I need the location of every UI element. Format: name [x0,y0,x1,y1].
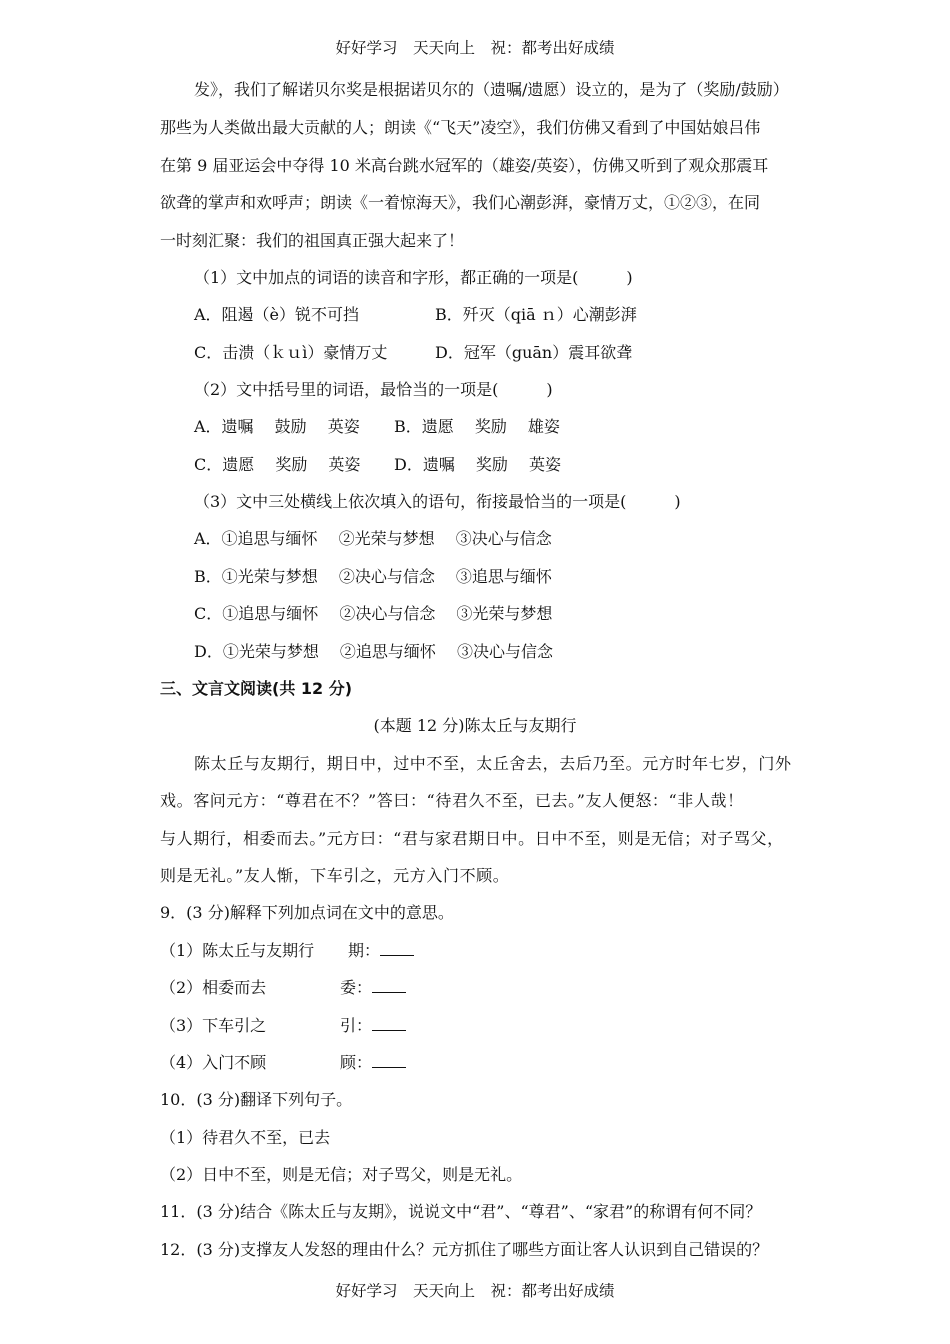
answer-blank[interactable] [372,978,406,993]
q12: 12．(3 分)支撑友人发怒的理由什么？元方抓住了哪些方面让客人认识到自己错误的？ [160,1240,769,1259]
q1-option-c: C．击溃（ｋｕì）豪情万丈 [194,343,388,362]
q10-item: （2）日中不至，则是无信；对子骂父，则是无礼。 [160,1165,523,1184]
q2-option-a: A．遗嘱 鼓励 英姿 [194,417,360,436]
q9-item-phrase: （2）相委而去 [160,978,267,997]
answer-blank[interactable] [372,1016,406,1031]
q2-option-b: B．遗愿 奖励 雄姿 [394,417,560,436]
answer-blank[interactable] [380,941,414,956]
q10-stem: 10．(3 分)翻译下列句子。 [160,1090,353,1109]
answer-blank[interactable] [372,1053,406,1068]
q10-item: （1）待君久不至，已去 [160,1128,331,1147]
classical-title: (本题 12 分)陈太丘与友期行 [373,716,577,735]
classical-text-line: 戏。客问元方：“尊君在不？”答曰：“待君久不至，已去。”友人便怒：“非人哉！ [160,791,744,810]
classical-text-line: 陈太丘与友期行，期日中，过中不至，太丘舍去，去后乃至。元方时年七岁，门外 [194,754,792,773]
q2-option-c: C．遗愿 奖励 英姿 [194,455,361,474]
q9-item-phrase: （1）陈太丘与友期行 [160,941,315,960]
q1-option-d: D．冠军（guān）震耳欲聋 [435,343,633,362]
q9-stem: 9．(3 分)解释下列加点词在文中的意思。 [160,903,454,922]
section-title: 三、文言文阅读(共 12 分) [160,679,353,698]
passage-line: 那些为人类做出最大贡献的人；朗读《“飞天”凌空》，我们仿佛又看到了中国姑娘吕伟 [160,118,761,137]
q9-item-answer [340,1053,406,1073]
q9-item-phrase: （4）入门不顾 [160,1053,267,1072]
q3-stem: （3）文中三处横线上依次填入的语句，衔接最恰当的一项是( ) [194,492,681,511]
q1-option-a: A．阻遏（è）锐不可挡 [194,305,360,324]
q3-option-b: B．①光荣与梦想 ②决心与信念 ③追思与缅怀 [194,567,552,586]
q1-option-b: B．歼灭（qiā ｎ）心潮彭湃 [435,305,637,324]
passage-line: 一时刻汇聚：我们的祖国真正强大起来了！ [160,231,465,250]
q9-item-word: 顾： [340,1053,373,1072]
q3-option-d: D．①光荣与梦想 ②追思与缅怀 ③决心与信念 [194,642,554,661]
q2-option-d: D．遗嘱 奖励 英姿 [394,455,562,474]
q9-item-word: 委： [340,978,373,997]
q9-item-word: 期： [348,941,381,960]
classical-text-line: 与人期行，相委而去。”元方曰：“君与家君期日中。日中不至，则是无信；对子骂父， [160,829,784,848]
q3-option-c: C．①追思与缅怀 ②决心与信念 ③光荣与梦想 [194,604,553,623]
q11: 11．(3 分)结合《陈太丘与友期》，说说文中“君”、“尊君”、“家君”的称谓有何不同？ [160,1202,762,1221]
q9-item-phrase: （3）下车引之 [160,1016,267,1035]
q2-stem: （2）文中括号里的词语，最恰当的一项是( ) [194,380,553,399]
page-header: 好好学习 天天向上 祝：都考出好成绩 [335,39,615,57]
passage-line: 欲聋的掌声和欢呼声；朗读《一着惊海天》，我们心潮彭湃，豪情万丈，①②③，在同 [160,193,761,212]
page-footer: 好好学习 天天向上 祝：都考出好成绩 [335,1282,615,1300]
passage-line: 在第 9 届亚运会中夺得 10 米高台跳水冠军的（雄姿/英姿），仿佛又听到了观众那震耳 [160,156,769,175]
q1-stem: （1）文中加点的词语的读音和字形，都正确的一项是( ) [194,268,633,287]
q9-item-word: 引： [340,1016,373,1035]
q9-item-answer [340,978,406,998]
passage-line: 发》，我们了解诺贝尔奖是根据诺贝尔的（遗嘱/遗愿）设立的，是为了（奖励/鼓励） [194,80,789,99]
q9-item-answer [340,1016,406,1036]
classical-text-line: 则是无礼。”友人惭，下车引之，元方入门不顾。 [160,866,510,885]
q9-item-answer [348,941,414,961]
q3-option-a: A．①追思与缅怀 ②光荣与梦想 ③决心与信念 [194,529,552,548]
